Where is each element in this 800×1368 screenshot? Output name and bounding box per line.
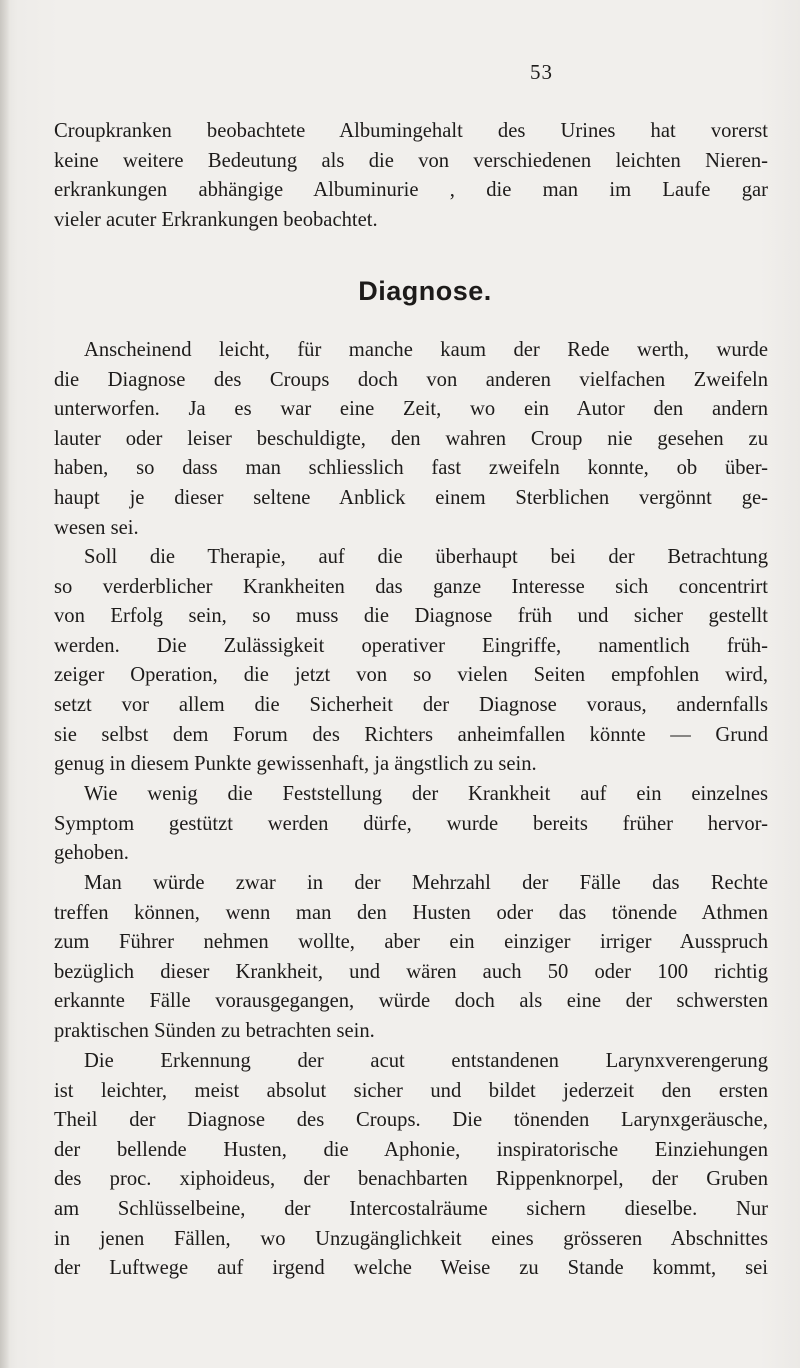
text-line: Anscheinend leicht, für manche kaum der Rede werth, wurde (84, 339, 768, 361)
text-line: Soll die Therapie, auf die überhaupt bei der Betrachtung (84, 546, 768, 568)
text-line: keine weitere Bedeutung als die von verschiedenen leichten Nieren- (54, 149, 768, 172)
text-line: Croupkranken beobachtete Albumingehalt des Urines hat vorerst (54, 120, 768, 142)
text-line: lauter oder leiser beschuldigte, den wahren Croup nie gesehen zu (54, 427, 768, 450)
text-line: so verderblicher Krankheiten das ganze Interesse sich concentrirt (54, 575, 768, 598)
text-line: Die Erkennung der acut entstandenen Larynxverengerung (84, 1050, 768, 1072)
text-line: gehoben. (54, 842, 129, 865)
text-line: praktischen Sünden zu betrachten sein. (54, 1019, 375, 1042)
text-line: in jenen Fällen, wo Unzugänglichkeit eines grösseren Abschnittes (54, 1227, 768, 1250)
text-line: vieler acuter Erkrankungen beobachtet. (54, 208, 378, 231)
page-gutter-shadow (0, 0, 10, 1368)
text-line: wesen sei. (54, 516, 139, 539)
text-line: haben, so dass man schliesslich fast zweifeln konnte, ob über- (54, 457, 768, 480)
text-line: sie selbst dem Forum des Richters anheimfallen könnte — Grund (54, 723, 768, 746)
paragraph-3 (54, 780, 768, 869)
text-line: unterworfen. Ja es war eine Zeit, wo ein Autor den andern (54, 398, 768, 421)
section-heading: Diagnose. (358, 276, 492, 306)
text-line: ist leichter, meist absolut sicher und bildet jederzeit den ersten (54, 1079, 768, 1102)
text-line: zum Führer nehmen wollte, aber ein einziger irriger Ausspruch (54, 931, 768, 954)
text-line: der Luftwege auf irgend welche Weise zu Stande kommt, sei (54, 1257, 768, 1280)
paragraph-1 (54, 336, 768, 543)
text-line: Man würde zwar in der Mehrzahl der Fälle das Rechte (84, 872, 768, 894)
paragraph-5 (54, 1047, 768, 1284)
text-line: die Diagnose des Croups doch von anderen vielfachen Zweifeln (54, 368, 768, 391)
text-line: bezüglich dieser Krankheit, und wären auch 50 oder 100 richtig (54, 960, 768, 983)
text-line: setzt vor allem die Sicherheit der Diagnose voraus, andernfalls (54, 693, 768, 716)
text-line: Symptom gestützt werden dürfe, wurde bereits früher hervor- (54, 812, 768, 835)
page-number: 53 (530, 60, 553, 84)
text-line: Wie wenig die Feststellung der Krankheit auf ein einzelnes (84, 783, 768, 805)
text-line: erkrankungen abhängige Albuminurie , die man im Laufe gar (54, 179, 768, 202)
text-line: des proc. xiphoideus, der benachbarten Rippenknorpel, der Gruben (54, 1168, 768, 1191)
text-line: zeiger Operation, die jetzt von so vielen Seiten empfohlen wird, (54, 664, 768, 687)
text-line: genug in diesem Punkte gewissenhaft, ja ängstlich zu sein. (54, 753, 537, 776)
text-line: der bellende Husten, die Aphonie, inspiratorische Einziehungen (54, 1138, 768, 1161)
text-line: am Schlüsselbeine, der Intercostalräume sichern dieselbe. Nur (54, 1197, 768, 1220)
text-line: haupt je dieser seltene Anblick einem Sterblichen vergönnt ge- (54, 486, 768, 509)
paragraph-2 (54, 543, 768, 780)
paragraph-4 (54, 869, 768, 1047)
text-line: werden. Die Zulässigkeit operativer Eingriffe, namentlich früh- (54, 634, 768, 657)
text-line: erkannte Fälle vorausgegangen, würde doch als eine der schwersten (54, 990, 768, 1013)
text-line: Theil der Diagnose des Croups. Die tönenden Larynxgeräusche, (54, 1109, 768, 1132)
text-line: von Erfolg sein, so muss die Diagnose früh und sicher gestellt (54, 605, 768, 628)
intro-paragraph (54, 117, 768, 235)
text-line: treffen können, wenn man den Husten oder das tönende Athmen (54, 901, 768, 924)
